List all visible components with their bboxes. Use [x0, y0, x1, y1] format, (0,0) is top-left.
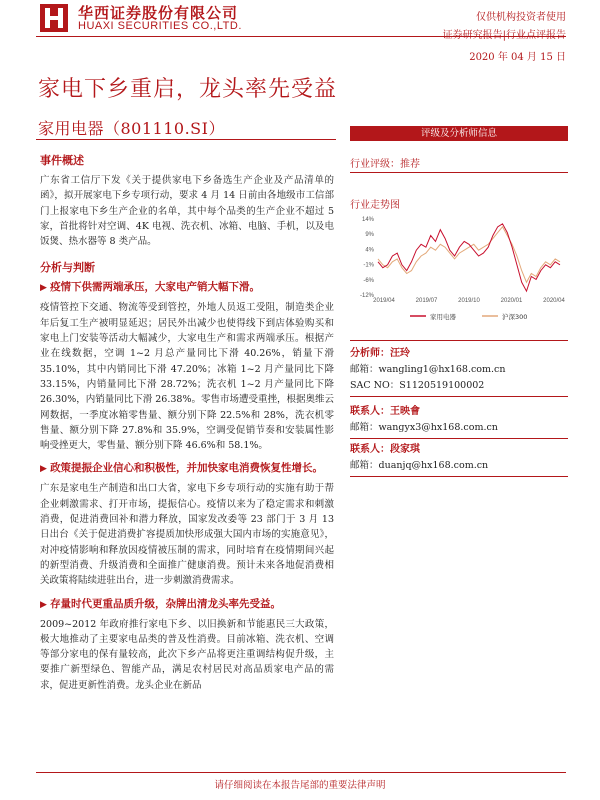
y-tick-label: -6% — [363, 277, 374, 284]
x-tick-label: 2019/04 — [373, 298, 395, 304]
contact-2 — [350, 442, 568, 474]
industry-trend-chart — [350, 212, 568, 332]
point-2-title — [40, 461, 334, 477]
event-text: 广东省工信厅下发《关于提供家电下乡备选生产企业及产品清单的函》，拟开展家电下乡专项行动，要求 4 月 14 日前由各地级市工信部门上报家电下乡生产企业的名单，其中每个品类的生产企业不超过 5 家，首批将针对空调、4K 电视、洗衣机、冰箱、电脑、手机，以及电饭煲、热水器等 8 类产品。 — [40, 175, 334, 248]
legend-label: 家用电器 — [430, 313, 456, 321]
y-tick-label: -12% — [359, 293, 374, 299]
point-1-title — [40, 280, 334, 296]
analyst-1-sac: S1120519100002 — [399, 380, 485, 391]
sidebar-header: 评级及分析师信息 — [350, 126, 568, 141]
x-tick-label: 2019/10 — [458, 298, 480, 304]
bullet-icon: ▶ — [40, 464, 51, 475]
bullet-icon: ▶ — [40, 599, 51, 610]
company-name-en: HUAXI SECURITIES CO.,LTD. — [78, 20, 242, 32]
contact-2-email-label: 邮箱： — [350, 460, 379, 471]
y-tick-label: -1% — [363, 262, 374, 269]
event-heading: 事件概述 — [40, 154, 84, 167]
sidebar-divider — [350, 396, 568, 397]
y-tick-label: 14% — [361, 217, 374, 223]
contact-2-role: 联系人： — [350, 444, 390, 455]
point-3-title — [40, 597, 334, 613]
report-type-tag — [443, 26, 566, 41]
header-divider — [36, 36, 566, 37]
trend-label-row — [350, 193, 568, 212]
point-2-text: 广东是家电生产制造和出口大省，家电下乡专项行动的实施有助于帮企业刺激需求、打开市场，提振信心。疫情以来为了稳定需求和刺激消费，促进消费回补和潜力释放，国家发改委等 23 部门于 3 月 13 日出台《关于促进消费扩容提质加快形成强大国内市场的实施意见》，对冲疫情影响和释放因疫情被压制的需求，同时培育在疫情期间兴起的新型消费、升级消费和全面推广健康消费。预计未来各地促消费相关政策将陆续进驻出台，进一步刺激消费需求。 — [40, 483, 334, 587]
contact-1-role: 联系人： — [350, 406, 390, 417]
series-line-2 — [378, 227, 560, 282]
rating-row — [350, 152, 568, 171]
sidebar-divider — [350, 340, 568, 341]
industry-divider — [36, 139, 336, 140]
analyst-1-role: 分析师： — [350, 348, 390, 359]
audience-tag: 仅供机构投资者使用 — [476, 12, 566, 23]
bullet-icon: ▶ — [40, 283, 51, 294]
y-tick-label: 9% — [365, 232, 374, 239]
series-line-1 — [378, 224, 560, 291]
analyst-1-email-label: 邮箱： — [350, 364, 379, 375]
x-tick-label: 2020/01 — [500, 298, 523, 304]
y-tick-label: 4% — [365, 247, 374, 254]
contact-1-email[interactable]: wangyx3@hx168.com.cn — [378, 422, 498, 433]
trend-label: 行业走势图 — [350, 200, 400, 211]
sidebar-divider — [350, 476, 568, 477]
analyst-1-email[interactable]: wangling1@hx168.com.cn — [378, 364, 506, 375]
report-title: 家电下乡重启，龙头率先受益 — [38, 77, 338, 102]
contact-2-email[interactable]: duanjq@hx168.com.cn — [378, 460, 489, 471]
rating-label: 行业评级： — [350, 159, 400, 170]
huaxi-logo-icon — [40, 4, 68, 32]
industry-label: 家用电器（801110.SI） — [38, 119, 225, 138]
company-name-cn: 华西证券股份有限公司 — [78, 4, 239, 22]
analysis-heading: 分析与判断 — [40, 261, 95, 275]
sidebar-divider — [350, 172, 568, 173]
sidebar-divider — [350, 438, 568, 439]
x-tick-label: 2020/04 — [543, 298, 565, 304]
x-tick-label: 2019/07 — [415, 298, 438, 304]
legend-label: 沪深300 — [502, 313, 528, 321]
analyst-1-sac-label: SAC NO： — [350, 380, 400, 391]
point-2-title-text: 政策提振企业信心和积极性，并加快家电消费恢复性增长。 — [50, 462, 324, 475]
analyst-1-name: 汪玲 — [390, 348, 410, 359]
rating-value: 推荐 — [400, 159, 420, 170]
point-1-text: 疫情管控下交通、物流等受到管控，外地人员返工受阻，制造类企业年后复工生产被明显延迟；居民外出减少也使得线下到店体验购买和家电上门安装等活动大幅减少，大家电生产和需求两端承压。根据产业在线数据，空调 1~2 月总产量同比下滑 40.26%，销量下滑 35.10%，其中内销同比下滑 47.20%；冰箱 1~2 月产量同比下降 33.15%，内销量同比下滑 28.72%；洗衣机 1~2 月产量同比下降 26.30%，内销量同比下滑 26.38%。零售市场遭受重挫，根据奥维云网数据，一季度冰箱零售量、额分别下降 22.5%和 28%，洗衣机零售量、额分别下降 27.8%和 35.9%，空调受促销节奏和安装属性影响受挫更大，零售量、额分别下降 46.6%和 58.1%。 — [40, 302, 334, 452]
analyst-1 — [350, 346, 568, 394]
legal-notice: 请仔细阅读在本报告尾部的重要法律声明 — [214, 780, 386, 791]
report-date: 2020 年 04 月 15 日 — [469, 52, 566, 63]
contact-2-name: 段家琪 — [390, 444, 420, 455]
point-3-title-text: 存量时代更重品质升级，杂牌出清龙头率先受益。 — [50, 597, 282, 610]
point-3-text: 2009~2012 年政府推行家电下乡、以旧换新和节能惠民三大政策，极大地推动了主要家电品类的普及性消费。目前冰箱、洗衣机、空调等部分家电的保有量较高，此次下乡产品将更注重调结构促升级，主要推广新型绿色、智能产品，满足农村居民对高品质家电产品的需求，促进更新性消费。龙头企业在新品 — [40, 618, 334, 691]
footer-divider — [36, 772, 566, 773]
contact-1-name: 王映會 — [390, 406, 420, 417]
contact-1-email-label: 邮箱： — [350, 422, 379, 433]
contact-1 — [350, 404, 568, 436]
main-content — [40, 152, 334, 693]
point-1-title-text: 疫情下供需两端承压，大家电产销大幅下滑。 — [50, 281, 261, 294]
